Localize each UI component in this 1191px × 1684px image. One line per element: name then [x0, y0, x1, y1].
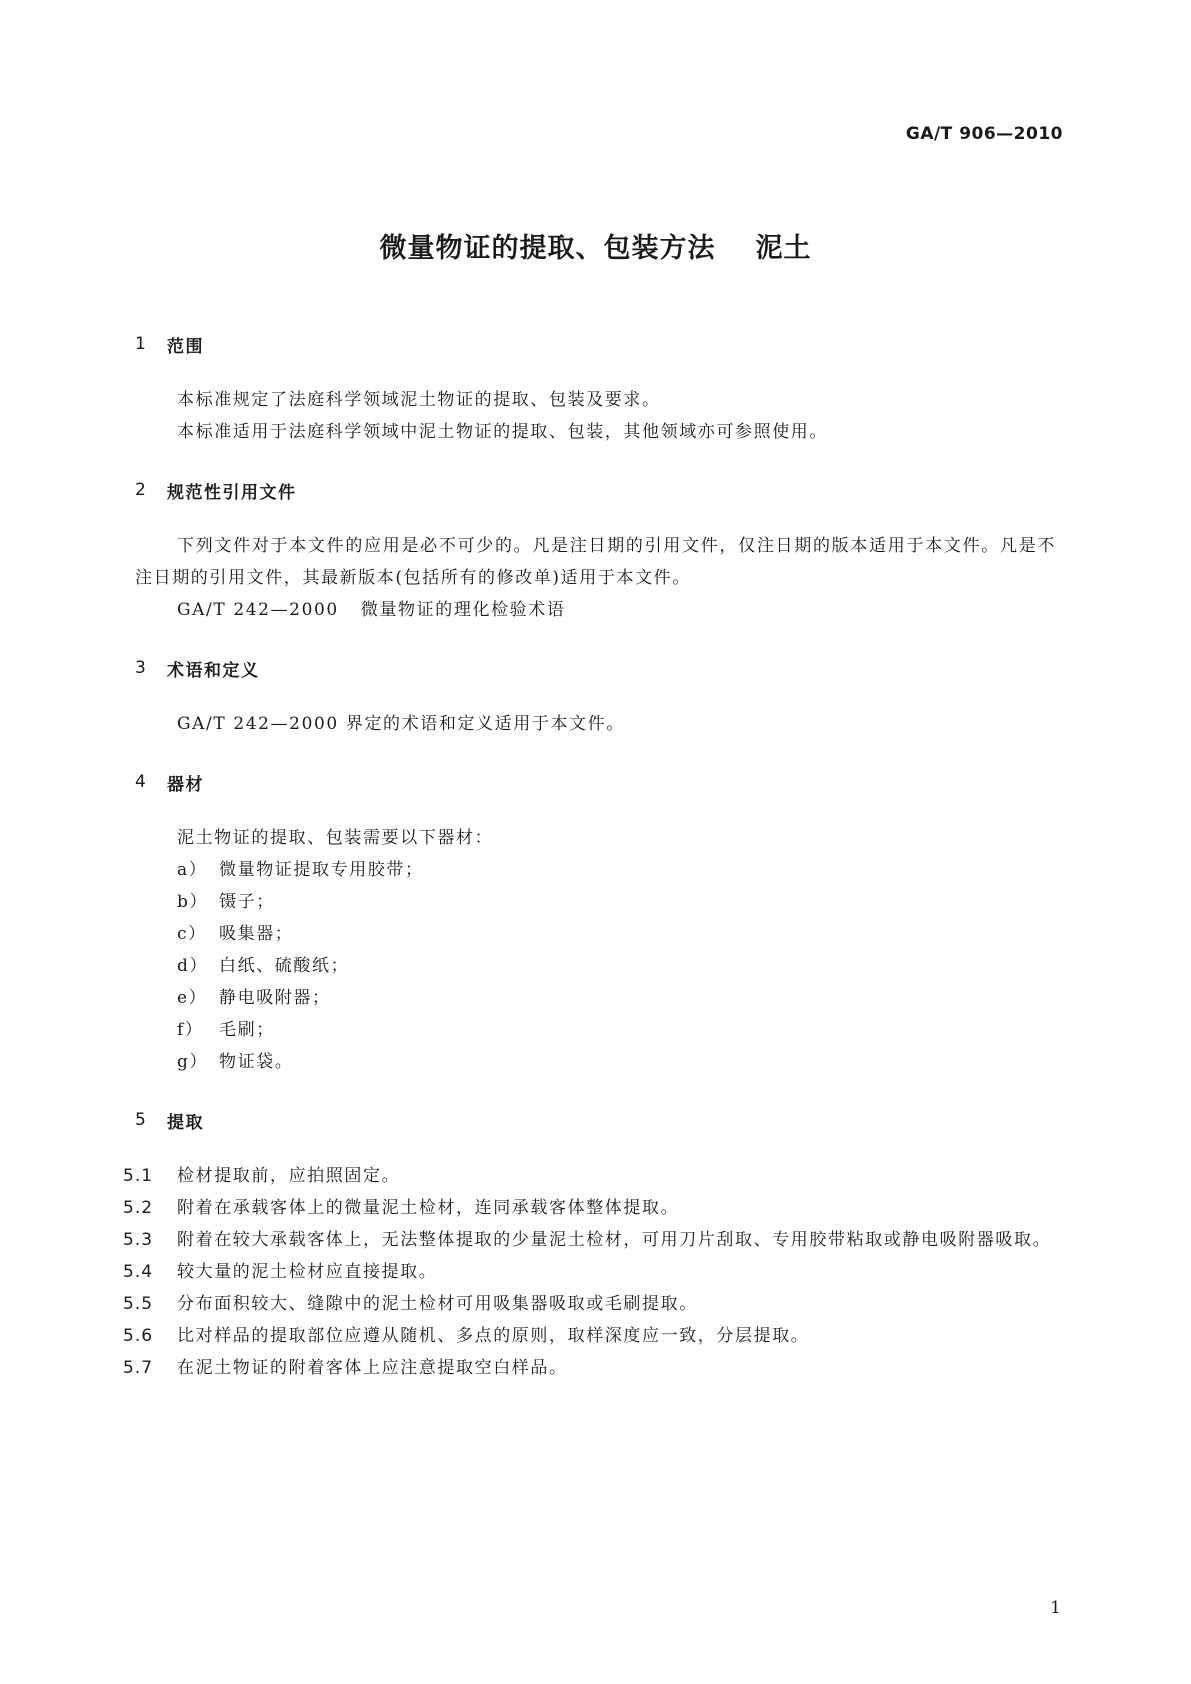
- clause: [123, 1192, 1056, 1224]
- list-marker: b）: [177, 892, 209, 912]
- section-number: 5: [135, 1110, 148, 1130]
- clause-text: 较大量的泥土检材应直接提取。: [177, 1262, 438, 1282]
- section-title: 术语和定义: [167, 660, 260, 681]
- title-main: 微量物证的提取、包装方法: [379, 233, 716, 264]
- clause-number: 5.7: [123, 1358, 154, 1378]
- reference-title: 微量物证的理化检验术语: [360, 600, 566, 620]
- list-item-text: 白纸、硫酸纸；: [219, 956, 350, 976]
- list-item: [135, 854, 1056, 886]
- list-item-text: 静电吸附器；: [219, 988, 331, 1008]
- section-title: 范围: [167, 336, 204, 357]
- list-item-text: 微量物证提取专用胶带；: [219, 860, 424, 880]
- section-heading: [135, 1108, 1056, 1132]
- clause: [123, 1256, 1056, 1288]
- clause: [123, 1224, 1056, 1256]
- list-marker: a）: [177, 860, 208, 880]
- list-item: [135, 1046, 1056, 1078]
- list-item-text: 镊子；: [219, 892, 275, 912]
- list-intro: 泥土物证的提取、包装需要以下器材：: [177, 828, 494, 848]
- clause-text: 在泥土物证的附着客体上应注意提取空白样品。: [177, 1358, 568, 1378]
- paragraph: 下列文件对于本文件的应用是必不可少的。凡是注日期的引用文件，仅注日期的版本适用于本文件。凡是不注日期的引用文件，其最新版本(包括所有的修改单)适用于本文件。: [135, 536, 1056, 588]
- section-heading: [135, 478, 1056, 502]
- clause-text: 附着在承载客体上的微量泥土检材，连同承载客体整体提取。: [177, 1198, 680, 1218]
- list-item-text: 毛刷；: [219, 1020, 275, 1040]
- list-item-text: 吸集器；: [219, 924, 294, 944]
- list-item: [135, 1014, 1056, 1046]
- section-title: 器材: [167, 774, 204, 795]
- reference-entry: [135, 594, 1056, 626]
- clause-number: 5.3: [123, 1230, 154, 1250]
- equipment-list: [135, 854, 1056, 1078]
- page-content: [123, 332, 1056, 1384]
- clause-text: 检材提取前，应拍照固定。: [177, 1166, 401, 1186]
- clause: [123, 1352, 1056, 1384]
- list-marker: c）: [177, 924, 207, 944]
- section-normative-references: [135, 478, 1056, 626]
- list-item: [135, 886, 1056, 918]
- clause: [123, 1288, 1056, 1320]
- clause-number: 5.5: [123, 1294, 154, 1314]
- section-extraction: [123, 1108, 1056, 1384]
- section-number: 2: [135, 480, 148, 500]
- clause: [123, 1160, 1056, 1192]
- list-item: [135, 918, 1056, 950]
- page-number: 1: [1050, 1598, 1061, 1618]
- paragraph: 本标准规定了法庭科学领域泥土物证的提取、包装及要求。: [177, 390, 661, 410]
- clause-text: 分布面积较大、缝隙中的泥土检材可用吸集器吸取或毛刷提取。: [177, 1294, 698, 1314]
- clause-text: 比对样品的提取部位应遵从随机、多点的原则，取样深度应一致，分层提取。: [177, 1326, 810, 1346]
- clause: [123, 1320, 1056, 1352]
- list-item-text: 物证袋。: [219, 1052, 294, 1072]
- title-subject: 泥土: [755, 233, 812, 264]
- list-marker: d）: [177, 956, 209, 976]
- section-number: 4: [135, 772, 148, 792]
- clause-text: 附着在较大承载客体上，无法整体提取的少量泥土检材，可用刀片刮取、专用胶带粘取或静电吸附器吸取。: [177, 1230, 1052, 1250]
- list-marker: e）: [177, 988, 208, 1008]
- paragraph: 本标准适用于法庭科学领域中泥土物证的提取、包装，其他领域亦可参照使用。: [177, 422, 828, 442]
- list-marker: f）: [177, 1020, 204, 1040]
- clause-number: 5.2: [123, 1198, 154, 1218]
- section-number: 1: [135, 334, 148, 354]
- clause-number: 5.4: [123, 1262, 154, 1282]
- section-number: 3: [135, 658, 148, 678]
- document-title: [0, 226, 1191, 265]
- section-heading: [135, 332, 1056, 356]
- list-item: [135, 950, 1056, 982]
- section-heading: [135, 656, 1056, 680]
- section-equipment: [135, 770, 1056, 1078]
- section-heading: [135, 770, 1056, 794]
- paragraph: GA/T 242—2000 界定的术语和定义适用于本文件。: [177, 714, 625, 734]
- list-marker: g）: [177, 1052, 209, 1072]
- reference-code: GA/T 242—2000: [177, 600, 339, 620]
- list-item: [135, 982, 1056, 1014]
- section-title: 提取: [167, 1112, 204, 1133]
- clause-number: 5.1: [123, 1166, 154, 1186]
- standard-number: GA/T 906—2010: [905, 124, 1063, 144]
- section-title: 规范性引用文件: [167, 482, 297, 503]
- section-terms: [135, 656, 1056, 740]
- section-scope: [135, 332, 1056, 448]
- clause-number: 5.6: [123, 1326, 154, 1346]
